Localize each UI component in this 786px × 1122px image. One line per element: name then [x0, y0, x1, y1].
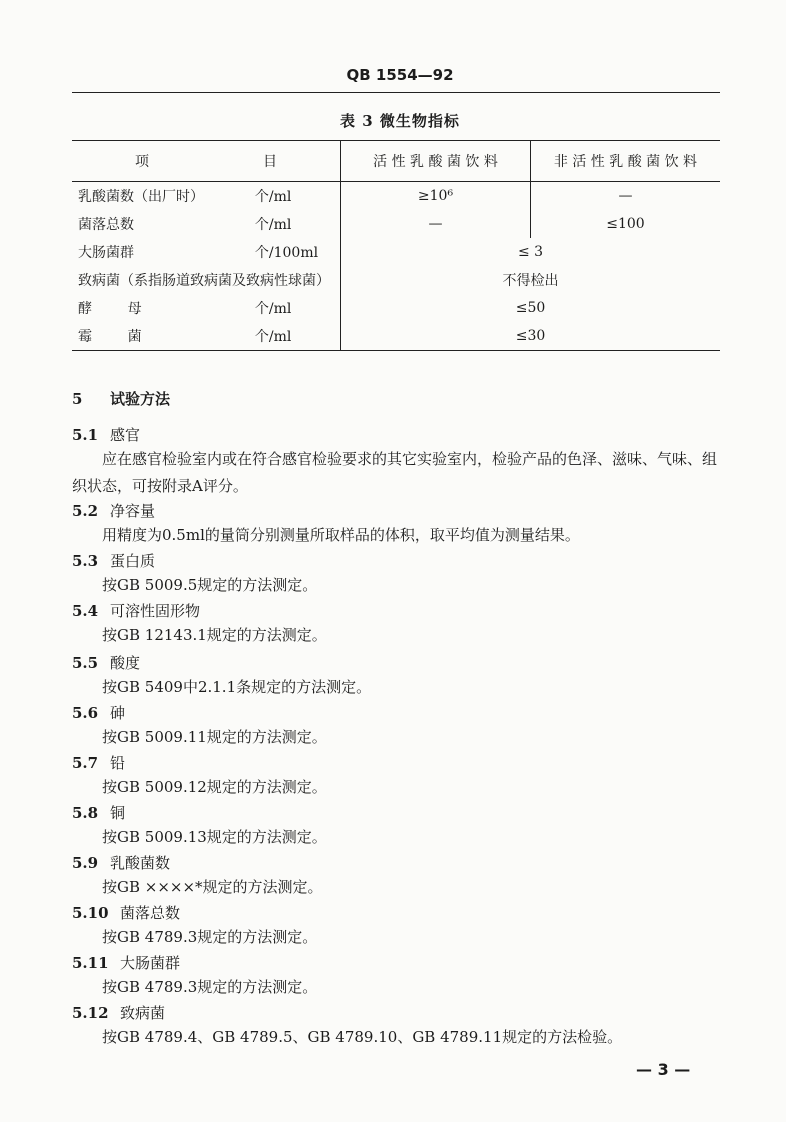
section-title: 铜: [110, 804, 126, 822]
row-item: 大肠菌群: [78, 245, 134, 261]
row-active-value: —: [341, 210, 531, 238]
section-5-11-heading: [72, 952, 180, 973]
section-5-4-heading: [72, 600, 200, 621]
section-5-5-heading: [72, 652, 140, 673]
page-number: — 3 —: [636, 1060, 691, 1079]
section-number: 5.9: [72, 854, 99, 872]
table-row: [72, 182, 720, 211]
section-number: 5.5: [72, 654, 99, 672]
header-unit: 目: [263, 154, 278, 170]
section-5-6-heading: [72, 702, 125, 723]
section-number: 5.7: [72, 754, 99, 772]
section-title: 净容量: [110, 502, 156, 520]
section-title: 铅: [110, 754, 126, 772]
section-5-3-text: 按GB 5009.5规定的方法测定。: [102, 576, 318, 594]
section-title: 蛋白质: [110, 552, 156, 570]
row-unit: 个/ml: [254, 217, 292, 233]
table-row: [72, 266, 720, 294]
header-active: 活 性 乳 酸 菌 饮 料: [341, 141, 531, 182]
section-title: 砷: [110, 704, 126, 722]
section-number: 5.12: [72, 1004, 109, 1022]
section-5-2-text: 用精度为0.5ml的量筒分别测量所取样品的体积，取平均值为测量结果。: [102, 526, 580, 544]
section-5-4-text: 按GB 12143.1规定的方法测定。: [102, 626, 327, 644]
table-row: [72, 294, 720, 322]
section-5-1-heading: [72, 424, 140, 445]
section-5-heading: [72, 388, 170, 409]
table-row: [72, 210, 720, 238]
section-5-2-heading: [72, 500, 155, 521]
section-title: 大肠菌群: [120, 954, 181, 972]
table-row: [72, 322, 720, 351]
row-item: 酵 母: [78, 301, 142, 317]
section-5-8-heading: [72, 802, 125, 823]
standard-code-header: QB 1554—92: [346, 66, 454, 84]
row-item: 致病菌（系指肠道致病菌及致病性球菌）: [78, 273, 330, 289]
microbiology-table: [72, 140, 720, 351]
row-inactive-value: —: [530, 182, 720, 211]
row-item: 霉 菌: [72, 322, 249, 351]
row-unit: 个/100ml: [254, 245, 319, 261]
section-5-5-text: 按GB 5409中2.1.1条规定的方法测定。: [102, 678, 372, 696]
section-number: 5.6: [72, 704, 99, 722]
section-title: 菌落总数: [120, 904, 181, 922]
section-number: 5.10: [72, 904, 109, 922]
section-5-3-heading: [72, 550, 155, 571]
section-5-9-heading: [72, 852, 170, 873]
header-inactive: 非 活 性 乳 酸 菌 饮 料: [530, 141, 720, 182]
section-number: 5.4: [72, 602, 99, 620]
section-number: 5.11: [72, 954, 109, 972]
table-header-row: [72, 141, 720, 182]
header-item-col: [72, 141, 341, 182]
row-merged-value: ≤50: [341, 294, 720, 322]
section-number: 5.3: [72, 552, 99, 570]
section-5-8-text: 按GB 5009.13规定的方法测定。: [102, 828, 327, 846]
row-unit: 个/ml: [254, 301, 292, 317]
row-unit: 个/ml: [254, 189, 292, 205]
table-caption: 表 3 微生物指标: [340, 112, 460, 130]
section-title: 乳酸菌数: [110, 854, 171, 872]
section-5-10-heading: [72, 902, 180, 923]
section-5-12-text: 按GB 4789.4、GB 4789.5、GB 4789.10、GB 4789.11规定的方法检验。: [102, 1028, 623, 1046]
table-row: [72, 238, 720, 266]
row-item: 菌落总数: [78, 217, 134, 233]
section-5-1-text: 应在感官检验室内或在符合感官检验要求的其它实验室内，检验产品的色泽、滋味、气味、组织状态，可按附录A评分。: [72, 450, 718, 495]
row-merged-value: ≤ 3: [341, 238, 720, 266]
section-number: 5.2: [72, 502, 99, 520]
row-active-value: ≥10⁶: [341, 182, 531, 211]
section-5-6-text: 按GB 5009.11规定的方法测定。: [102, 728, 327, 746]
section-title: 酸度: [110, 654, 141, 672]
section-title: 致病菌: [120, 1004, 166, 1022]
section-5-11-text: 按GB 4789.3规定的方法测定。: [102, 978, 318, 996]
section-5-12-heading: [72, 1002, 165, 1023]
header-rule: [72, 92, 720, 93]
row-merged-value: ≤30: [341, 322, 720, 351]
section-number: 5.1: [72, 426, 99, 444]
section-title: 试验方法: [110, 390, 171, 408]
section-5-7-text: 按GB 5009.12规定的方法测定。: [102, 778, 327, 796]
row-inactive-value: ≤100: [530, 210, 720, 238]
section-number: 5.8: [72, 804, 99, 822]
row-unit: 个/ml: [249, 322, 341, 351]
section-5-7-heading: [72, 752, 125, 773]
section-title: 可溶性固形物: [110, 602, 201, 620]
row-merged-value: 不得检出: [341, 266, 720, 294]
row-item: 乳酸菌数（出厂时）: [78, 189, 204, 205]
header-item: 项: [135, 154, 150, 170]
section-5-10-text: 按GB 4789.3规定的方法测定。: [102, 928, 318, 946]
section-5-9-text: 按GB ××××*规定的方法测定。: [102, 878, 323, 896]
section-title: 感官: [110, 426, 141, 444]
section-number: 5: [72, 390, 83, 408]
